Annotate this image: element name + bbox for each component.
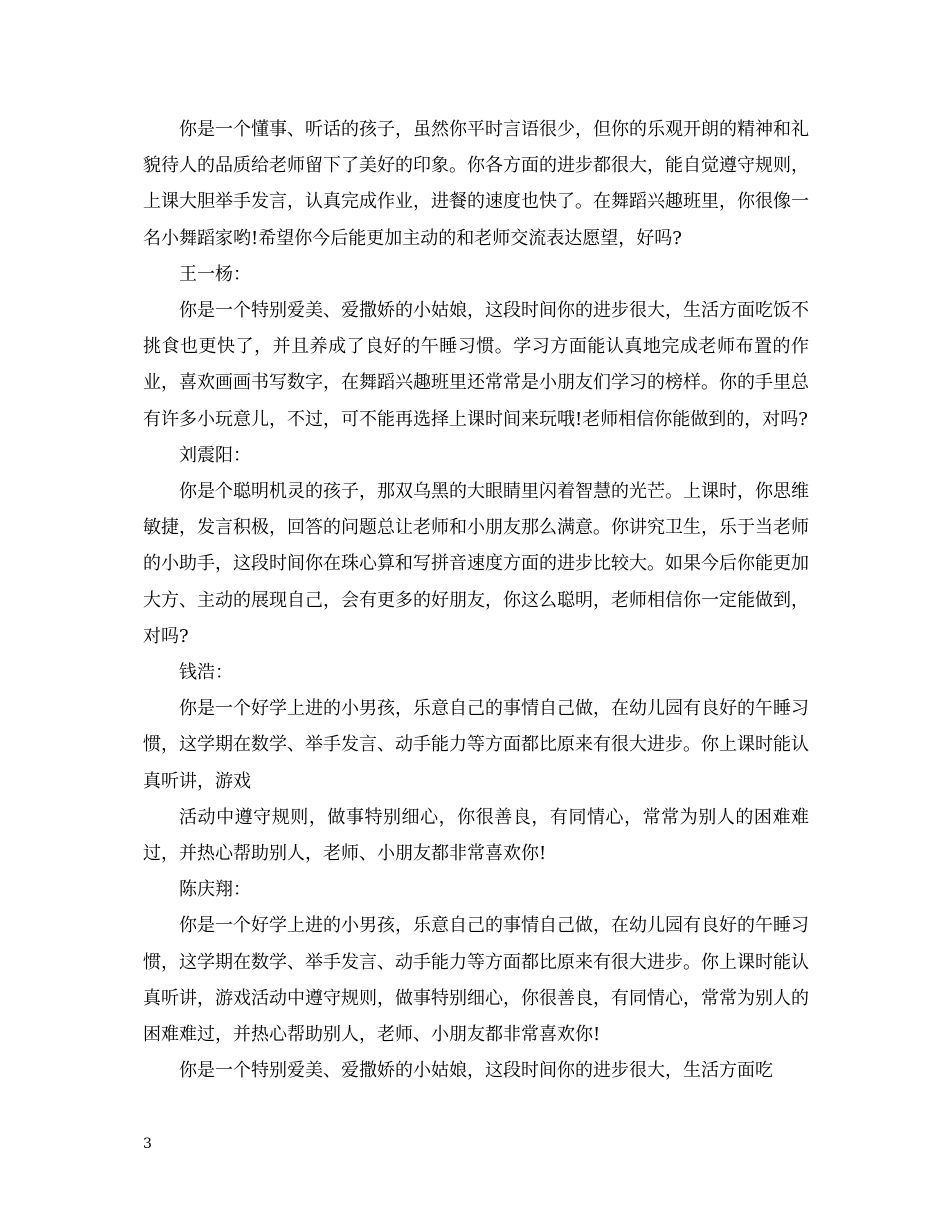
page-number: 3 [143,1136,152,1152]
student-name-heading: 王一杨： [179,263,251,285]
student-name-heading: 陈庆翔： [179,879,251,901]
paragraph-comment: 你是一个好学上进的小男孩，乐意自己的事情自己做，在幼儿园有良好的午睡习惯，这学期在数学、举手发言、动手能力等方面都比原来有很大进步。你上课时能认真听讲，游戏 [143,698,809,792]
paragraph-comment: 你是一个特别爱美、爱撒娇的小姑娘，这段时间你的进步很大，生活方面吃饭不挑食也更快了，并且养成了良好的午睡习惯。学习方面能认真地完成老师布置的作业，喜欢画画书写数字，在舞蹈兴趣班里还常常是小朋友们学习的榜样。你的手里总有许多小玩意儿，不过，可不能再选择上课时间来玩哦!老师相信你能做到的，对吗? [143,300,809,430]
paragraph-intro: 你是一个懂事、听话的孩子，虽然你平时言语很少，但你的乐观开朗的精神和礼貌待人的品质给老师留下了美好的印象。你各方面的进步都很大，能自觉遵守规则，上课大胆举手发言，认真完成作业，进餐的速度也快了。在舞蹈兴趣班里，你很像一名小舞蹈家哟!希望你今后能更加主动的和老师交流表达愿望，好吗? [143,119,809,249]
student-name-heading: 钱浩： [179,662,233,684]
paragraph-comment: 你是一个特别爱美、爱撒娇的小姑娘，这段时间你的进步很大，生活方面吃 [179,1060,773,1082]
paragraph-comment: 你是个聪明机灵的孩子，那双乌黑的大眼睛里闪着智慧的光芒。上课时，你思维敏捷，发言积极，回答的问题总让老师和小朋友那么满意。你讲究卫生，乐于当老师的小助手，这段时间你在珠心算和写拼音速度方面的进步比较大。如果今后你能更加大方、主动的展现自己，会有更多的好朋友，你这么聪明，老师相信你一定能做到，对吗? [143,481,809,647]
document-body [143,112,809,1089]
student-name-heading: 刘震阳： [179,444,251,466]
paragraph-comment: 活动中遵守规则，做事特别细心，你很善良，有同情心，常常为别人的困难难过，并热心帮助别人，老师、小朋友都非常喜欢你! [143,806,809,865]
paragraph-comment: 你是一个好学上进的小男孩，乐意自己的事情自己做，在幼儿园有良好的午睡习惯，这学期在数学、举手发言、动手能力等方面都比原来有很大进步。你上课时能认真听讲，游戏活动中遵守规则，做事特别细心，你很善良，有同情心，常常为别人的困难难过，并热心帮助别人，老师、小朋友都非常喜欢你! [143,915,809,1046]
